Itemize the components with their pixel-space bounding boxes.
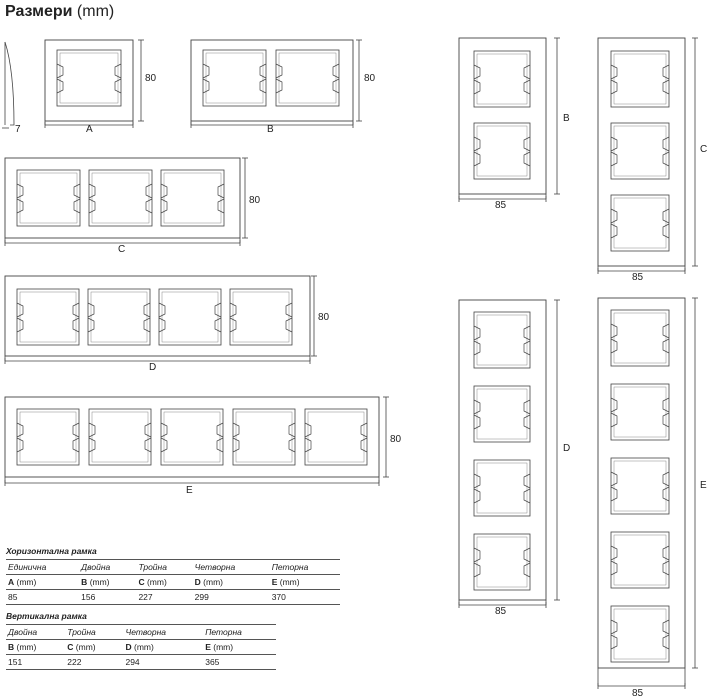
vertical-frame-double: [459, 38, 560, 202]
vertical-frame-quadruple: [459, 300, 560, 608]
h-value-1: 85: [6, 590, 79, 605]
frame-double-insert-1: [203, 50, 266, 106]
vertical-table: [6, 624, 276, 670]
vertical-frame-quintuple-insert-5: [611, 606, 669, 662]
width-label-d: D: [149, 362, 157, 373]
h-unit-3: C (mm): [136, 575, 192, 590]
h-value-4: 299: [193, 590, 270, 605]
h-header-2: Двойна: [79, 560, 136, 575]
dimension-tables: [6, 546, 340, 676]
frame-triple-insert-3: [161, 170, 224, 226]
frame-double: [191, 40, 362, 128]
vertical-frame-triple-insert-2: [611, 123, 669, 179]
v-value-1: 151: [6, 655, 65, 670]
vertical-frame-triple-insert-1: [611, 51, 669, 107]
v-header-1: Двойна: [6, 625, 65, 640]
width-label-b: B: [267, 124, 274, 135]
h-unit-1: A (mm): [6, 575, 79, 590]
vertical-frame-quintuple-insert-2: [611, 384, 669, 440]
frame-quintuple: [5, 397, 389, 486]
width-label-e: E: [186, 485, 193, 496]
frame-quadruple: [5, 276, 317, 364]
vertical-height-label-c: C: [700, 144, 708, 155]
vertical-width-label-b: 85: [495, 200, 507, 211]
vertical-frame-double-insert-1: [474, 51, 530, 107]
height-label-a: 80: [145, 73, 157, 84]
frame-quintuple-insert-5: [305, 409, 367, 465]
h-header-1: Единична: [6, 560, 79, 575]
frame-single-insert-1: [57, 50, 121, 106]
vertical-frame-quadruple-insert-3: [474, 460, 530, 516]
h-unit-2: B (mm): [79, 575, 136, 590]
vertical-width-label-e: 85: [632, 688, 644, 699]
h-value-3: 227: [136, 590, 192, 605]
title-unit: (mm): [76, 3, 115, 20]
v-header-3: Четворна: [123, 625, 203, 640]
h-value-2: 156: [79, 590, 136, 605]
v-value-3: 294: [123, 655, 203, 670]
height-label-e: 80: [390, 434, 402, 445]
h-header-5: Петорна: [270, 560, 340, 575]
vertical-table-caption: Вертикална рамка: [6, 611, 87, 621]
title-main: Размери: [5, 3, 73, 20]
frame-quadruple-insert-4: [230, 289, 292, 345]
frame-single: [45, 40, 144, 128]
v-unit-3: D (mm): [123, 640, 203, 655]
frame-quintuple-insert-2: [89, 409, 151, 465]
vertical-frame-quintuple-insert-4: [611, 532, 669, 588]
v-unit-1: B (mm): [6, 640, 65, 655]
vertical-frame-quadruple-insert-4: [474, 534, 530, 590]
v-header-4: Петорна: [203, 625, 276, 640]
h-header-4: Четворна: [193, 560, 270, 575]
vertical-height-label-b: B: [563, 113, 570, 124]
v-unit-4: E (mm): [203, 640, 276, 655]
frame-triple-insert-1: [17, 170, 80, 226]
frame-double-insert-2: [276, 50, 339, 106]
h-value-5: 370: [270, 590, 340, 605]
h-unit-5: E (mm): [270, 575, 340, 590]
vertical-frame-triple: [598, 38, 698, 274]
vertical-frame-quadruple-insert-1: [474, 312, 530, 368]
horizontal-table-caption: Хоризонтална рамка: [6, 546, 97, 556]
vertical-frame-quintuple: [598, 298, 698, 689]
h-header-3: Тройна: [136, 560, 192, 575]
width-label-a: A: [86, 124, 93, 135]
vertical-height-label-d: D: [563, 443, 571, 454]
vertical-frame-double-insert-2: [474, 123, 530, 179]
frame-quadruple-insert-3: [159, 289, 221, 345]
vertical-frame-quintuple-insert-1: [611, 310, 669, 366]
v-value-2: 222: [65, 655, 123, 670]
frame-quintuple-insert-3: [161, 409, 223, 465]
v-value-4: 365: [203, 655, 276, 670]
side-profile: [2, 42, 14, 128]
side-depth-label: 7: [15, 124, 21, 135]
h-unit-4: D (mm): [193, 575, 270, 590]
frame-triple-insert-2: [89, 170, 152, 226]
v-unit-2: C (mm): [65, 640, 123, 655]
frame-quadruple-insert-1: [17, 289, 79, 345]
vertical-width-label-d: 85: [495, 606, 507, 617]
frame-quintuple-insert-4: [233, 409, 295, 465]
vertical-height-label-e: E: [700, 480, 707, 491]
frame-triple: [5, 158, 248, 246]
horizontal-table: [6, 559, 340, 605]
vertical-frame-triple-insert-3: [611, 195, 669, 251]
vertical-frame-quadruple-insert-2: [474, 386, 530, 442]
height-label-b: 80: [364, 73, 376, 84]
vertical-frame-quintuple-insert-3: [611, 458, 669, 514]
vertical-width-label-c: 85: [632, 272, 644, 283]
frame-quadruple-insert-2: [88, 289, 150, 345]
v-header-2: Тройна: [65, 625, 123, 640]
height-label-d: 80: [318, 312, 330, 323]
frame-quintuple-insert-1: [17, 409, 79, 465]
width-label-c: C: [118, 244, 126, 255]
height-label-c: 80: [249, 195, 261, 206]
